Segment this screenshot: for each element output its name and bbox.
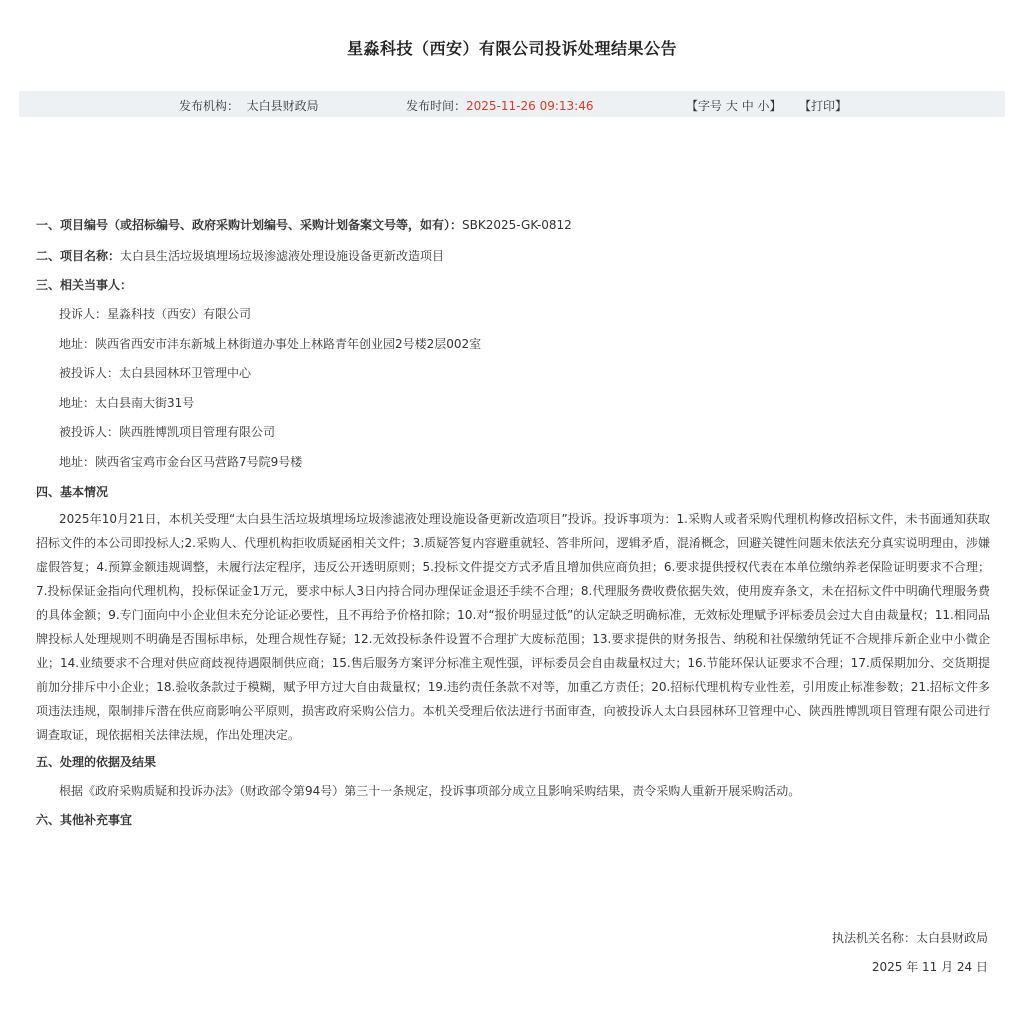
announcement-body [36, 213, 990, 835]
party-complainant: 投诉人：星淼科技（西安）有限公司 [59, 307, 252, 321]
party-respondent-2-address: 地址：陕西省宝鸡市金台区马营路7号院9号楼 [59, 454, 303, 469]
basis-result-paragraph: 根据《政府采购质疑和投诉办法》（财政部令第94号）第三十一条规定，投诉事项部分成立且影响采购结果，责令采购人重新开展采购活动。 [59, 783, 801, 798]
font-size-medium-button[interactable]: 中 [741, 99, 754, 113]
publisher-value: 太白县财政局 [246, 99, 319, 113]
section-project-name [36, 242, 990, 271]
publish-time-value: 2025-11-26 09:13:46 [466, 99, 594, 113]
project-number-value: SBK2025-GK-0812 [462, 218, 572, 232]
party-respondent-2: 被投诉人：陕西胜博凯项目管理有限公司 [59, 425, 276, 440]
font-size-open: 【字号 [686, 99, 723, 113]
font-size-small-button[interactable]: 小】 [757, 99, 782, 113]
section-parties-heading: 三、相关当事人： [36, 278, 133, 292]
publish-time-info [406, 97, 593, 114]
party-respondent-1: 被投诉人：太白县园林环卫管理中心 [59, 366, 252, 381]
page-title: 星淼科技（西安）有限公司投诉处理结果公告 [346, 39, 677, 58]
basic-situation-paragraph: 2025年10月21日，本机关受理“太白县生活垃圾填埋场垃圾渗滤液处理设施设备更新改造项目”投诉。投诉事项为：1.采购人或者采购代理机构修改招标文件，未书面通知获取招标文件的本公司即投标人;2.采购人、代理机构拒收质疑函相关文件；3.质疑答复内容避重就轻、答非所问，逻辑矛盾，混淆概念，回避关键性问题未依法充分真实说明理由，涉嫌虚假答复；4.预算金额违规调整，未履行法定程序，违反公开透明原则；5.投标文件提交方式矛盾且增加供应商负担；6.要求提供授权代表在本单位缴纳养老保险证明要求不合理；7.投标保证金指向代理机构，投标保证金1万元，要求中标人3日内持合同办理保证金退还手续不合理；8.代理服务费收费依据失效，使用废弃条文，未在招标文件中明确代理服务费的具体金额；9.专门面向中小企业但未充分论证必要性，且不再给予价格扣除；10.对“报价明显过低”的认定缺乏明确标准，无效标处理赋予评标委员会过大自由裁量权；11.相同品牌投标人处理规则不明确是否围标串标，处理合规性存疑；12.无效投标条件设置不合理扩大废标范围；13.要求提供的财务报告、纳税和社保缴纳凭证不合规排斥新企业中小微企业；14.业绩要求不合理对供应商歧视待遇限制供应商；15.售后服务方案评分标准主观性强，评标委员会自由裁量权过大；16.节能环保认证要求不合理；17.质保期加分、交货期提前加分排斥中小企业；18.验收条款过于模糊，赋予甲方过大自由裁量权；19.违约责任条款不对等，加重乙方责任；20.招标代理机构专业性差，引用废止标准参数；21.招标文件多项违法违规，限制排斥潜在供应商影响公平原则，损害政府采购公信力。本机关受理后依法进行书面审查，向被投诉人太白县园林环卫管理中心、陕西胜博凯项目管理有限公司进行调查取证，现依据相关法律法规，作出处理决定。 [36, 511, 990, 743]
party-complainant-address: 地址：陕西省西安市沣东新城上林街道办事处上林路青年创业园2号楼2层002室 [59, 336, 482, 351]
info-bar [19, 91, 1005, 117]
publisher-info [179, 97, 319, 114]
footer-date: 2025 年 11 月 24 日 [871, 960, 988, 974]
section-basis-heading: 五、处理的依据及结果 [36, 754, 157, 769]
section-1-label: 一、项目编号（或招标编号、政府采购计划编号、采购计划备案文号等，如有）： [36, 218, 463, 232]
section-project-number [36, 213, 990, 233]
print-button[interactable]: 【打印】 [799, 99, 848, 113]
font-size-control [686, 97, 782, 114]
time-label: 发布时间： [406, 99, 467, 113]
section-basic-heading: 四、基本情况 [36, 484, 109, 499]
party-respondent-1-address: 地址：太白县南大街31号 [59, 395, 195, 410]
section-other-heading: 六、其他补充事宜 [36, 812, 133, 827]
project-name-value: 太白县生活垃圾填埋场垃圾渗滤液处理设施设备更新改造项目 [120, 249, 445, 263]
publisher-label: 发布机构： [179, 99, 240, 113]
section-2-label: 二、项目名称： [36, 249, 121, 263]
footer-authority: 执法机关名称：太白县财政局 [831, 931, 988, 945]
font-size-large-button[interactable]: 大 [725, 99, 738, 113]
